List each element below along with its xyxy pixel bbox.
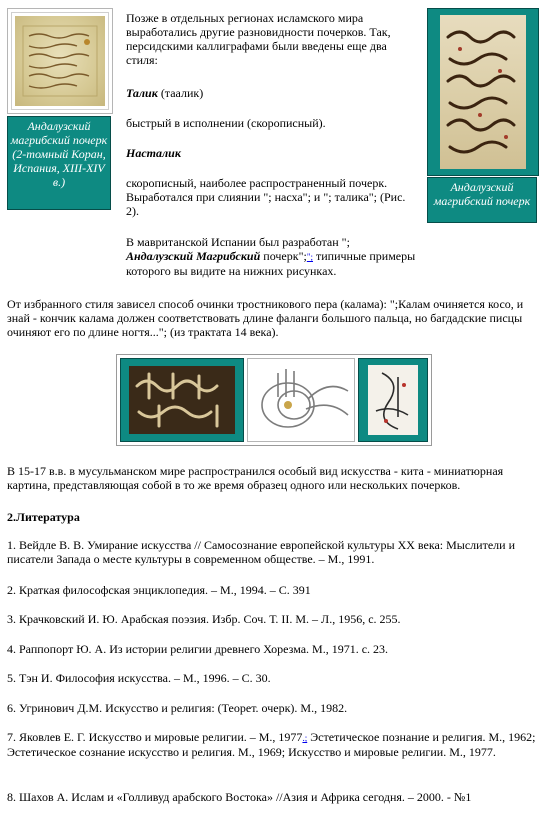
left-figure-caption: Андалузский магрибский почерк (2-томный Коран, Испания, XIII-XIV в.) (7, 116, 111, 210)
taliq-heading (126, 86, 418, 100)
nastaliq-description: скорописный, наиболее распространенный почерк. Выработался при слиянии "; насха"; и "; талика"; (Рис. 2). (126, 176, 406, 218)
taliq-alt-name: (таалик) (157, 86, 204, 100)
right-figure-frame (427, 8, 539, 176)
reference-1: 1. Вейдле В. В. Умирание искусства // Самосознание европейской культуры XX века: Мыслители и писатели Запада о месте культуры в современном обществе. – М., 1991. (7, 538, 515, 566)
nastaliq-heading (126, 146, 418, 160)
calligraphy-image-1 (129, 366, 235, 434)
kita-paragraph: В 15-17 в.в. в мусульманском мире распространился особый вид искусства - кита - миниатюрная картина, представляющая собой в то же время образец одного или нескольких почерков. (7, 464, 504, 492)
maghribi-middle: почерк"; (260, 249, 307, 263)
reference-4: 4. Раппопорт Ю. А. Из истории религии древнего Хорезма. М., 1971. с. 23. (7, 642, 389, 656)
maghribi-after: типичные примеры которого вы видите на нижних рисунках. (126, 249, 416, 278)
calligraphy-tile-2 (247, 358, 355, 442)
kalam-paragraph: От избранного стиля зависел способ очинки тростникового пера (калама): ";Калам очиняется косо, и знай - кончик калама должен соответствовать длине фаланги большого пальца, но багдадские писцы очиняют его по длине ногтя..."; (из трактата 14 века). (7, 297, 524, 339)
reference-2: 2. Краткая философская энциклопедия. – М., 1994. – С. 391 (7, 583, 311, 597)
reference-6: 6. Угринович Д.М. Искусство и религия: (Теорет. очерк). М., 1982. (7, 701, 348, 715)
reference-7-after: Эстетическое познание и религия. М., 1962; Эстетическое сознание искусство и религия. М., 1969; Искусство и мировые религии. М., 1977. (7, 730, 536, 759)
right-figure-caption: Андалузский магрибский почерк (427, 177, 537, 223)
reference-7 (7, 730, 545, 759)
reference-8: 8. Шахов А. Ислам и «Голливуд арабского Востока» //Азия и Африка сегодня. – 2000. - №1 (7, 790, 472, 804)
tughra-image (248, 359, 354, 441)
manuscript-image-left (15, 16, 105, 106)
reference-3: 3. Крачковский И. Ю. Арабская поэзия. Избр. Соч. Т. II. М. – Л., 1956, с. 255. (7, 612, 401, 626)
taliq-name: Талик (126, 86, 158, 100)
maghribi-paragraph (126, 235, 418, 278)
maghribi-name: Андалузский Магрибский (126, 249, 261, 263)
manuscript-image-right (440, 15, 526, 169)
reference-7-before: 7. Яковлев Е. Г. Искусство и мировые религии. – М., 1977 (7, 730, 303, 744)
literature-heading: 2.Литература (7, 510, 80, 524)
maghribi-footnote-link[interactable]: "; (306, 252, 313, 262)
maghribi-before: В мавританской Испании был разработан "; (126, 235, 350, 249)
calligraphy-image-3 (368, 365, 418, 435)
taliq-description: быстрый в исполнении (скорописный). (126, 116, 326, 130)
reference-7-footnote-link[interactable]: .; (302, 733, 308, 743)
calligraphy-tile-3 (358, 358, 428, 442)
reference-5: 5. Тэн И. Философия искусства. – М., 1996. – С. 30. (7, 671, 271, 685)
intro-line-2: Так, персидскими каллиграфами были введены еще два стиля: (126, 25, 391, 67)
nastaliq-name: Насталик (126, 146, 181, 160)
calligraphy-tile-1 (120, 358, 244, 442)
calligraphy-image-strip (116, 354, 432, 446)
intro-line-1: Позже в отдельных регионах исламского мира выработались другие разновидности почерков. (126, 11, 367, 39)
left-figure-frame (7, 8, 113, 114)
intro-paragraph (126, 11, 418, 67)
